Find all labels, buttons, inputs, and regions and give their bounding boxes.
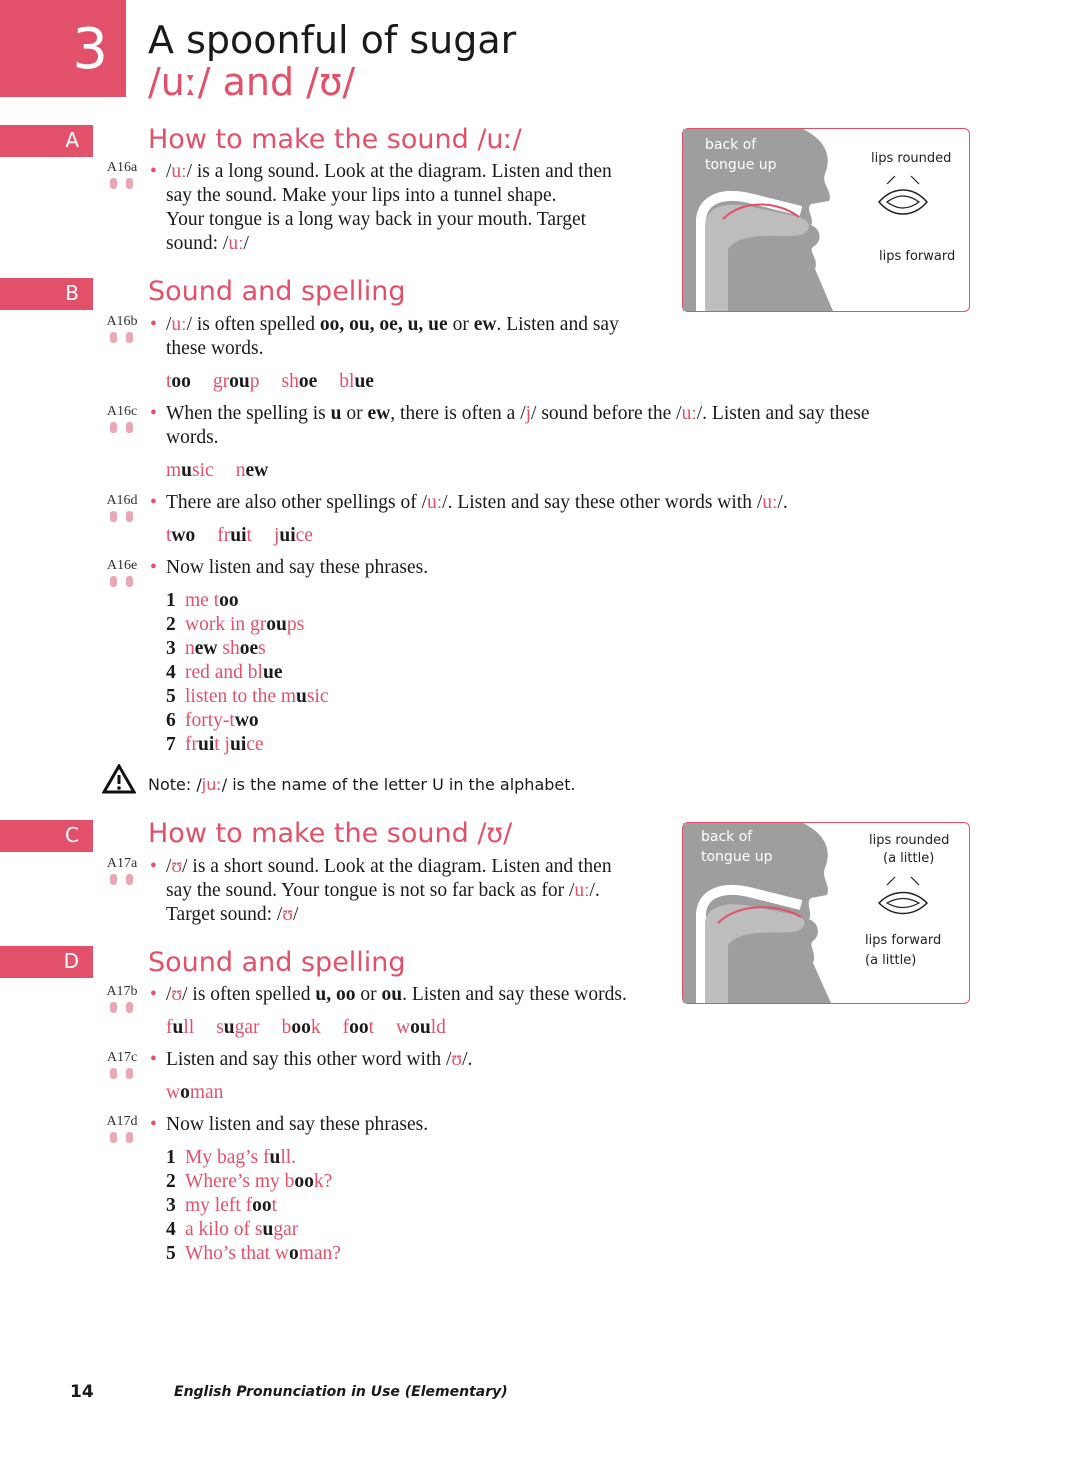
- label-tongue-up: tongue up: [701, 849, 773, 865]
- audio-track-badge[interactable]: A17b: [104, 984, 140, 1014]
- word-examples-a17c: woman: [166, 1082, 224, 1103]
- label-back-of: back of: [701, 829, 753, 845]
- unit-number: 3: [72, 17, 108, 82]
- section-c-heading: How to make the sound /ʊ/: [148, 818, 513, 849]
- spelling-text-a16d: • There are also other spellings of /uː/. Listen and say these other words with /uː/.: [150, 492, 788, 513]
- spelling-text-a17b: • /ʊ/ is often spelled u, oo or ou. Listen and say these words.: [150, 984, 627, 1005]
- label-a-little: (a little): [883, 851, 935, 866]
- unit-number-tab: [0, 0, 126, 97]
- rounded-lips-icon: [873, 875, 933, 925]
- section-a-text: • /uː/ is a long sound. Look at the diagram. Listen and then say the sound. Make your lips into a tunnel shape. Your tongue is a long way back in your mouth. Target sound: /uː/: [150, 161, 612, 254]
- phrase-list-uu: 1 me too 2 work in groups 3 new shoes 4 red and blue 5 listen to the music 6 forty-two 7 fruit juice: [166, 590, 329, 755]
- audio-track-badge[interactable]: A17a: [104, 856, 140, 886]
- section-tab-d: D: [0, 946, 93, 978]
- audio-track-badge[interactable]: A17c: [104, 1050, 140, 1080]
- unit-subtitle: /uː/ and /ʊ/: [148, 60, 356, 104]
- audio-track-badge[interactable]: A17d: [104, 1114, 140, 1144]
- audio-track-badge[interactable]: A16d: [104, 493, 140, 523]
- label-lips-rounded: lips rounded: [869, 833, 950, 848]
- section-a-heading: How to make the sound /uː/: [148, 124, 522, 155]
- note-text: Note: /juː/ is the name of the letter U in the alphabet.: [148, 775, 576, 794]
- word-examples-a16d: two fruit juice: [166, 525, 313, 546]
- word-examples-a17b: full sugar book foot would: [166, 1017, 446, 1038]
- book-title-footer: English Pronunciation in Use (Elementary): [174, 1384, 508, 1400]
- section-tab-a: A: [0, 125, 93, 157]
- audio-track-badge[interactable]: A16b: [104, 314, 140, 344]
- audio-track-badge[interactable]: A16a: [104, 160, 140, 190]
- rounded-lips-icon: [873, 174, 933, 224]
- section-d-heading: Sound and spelling: [148, 947, 406, 978]
- label-back-of: back of: [705, 137, 757, 153]
- phrases-intro-a16e: • Now listen and say these phrases.: [150, 557, 429, 578]
- unit-title: A spoonful of sugar: [148, 18, 517, 62]
- word-examples-a16c: music new: [166, 460, 269, 481]
- spelling-text-a16c: • When the spelling is u or ew, there is often a /j/ sound before the /uː/. Listen and say these words.: [150, 403, 870, 448]
- mouth-diagram-uu: [682, 128, 970, 312]
- label-lips-forward: lips forward: [879, 249, 956, 264]
- spelling-text-a17c: • Listen and say this other word with /ʊ/.: [150, 1049, 473, 1070]
- mouth-diagram-u: [682, 822, 970, 1004]
- page-number: 14: [70, 1382, 94, 1402]
- spelling-text-a16b: • /uː/ is often spelled oo, ou, oe, u, ue or ew. Listen and say these words.: [150, 314, 619, 359]
- section-tab-b: B: [0, 278, 93, 310]
- phrase-list-u: 1 My bag’s full. 2 Where’s my book? 3 my left foot 4 a kilo of sugar 5 Who’s that woman?: [166, 1147, 341, 1264]
- audio-track-badge[interactable]: A16e: [104, 558, 140, 588]
- section-b-heading: Sound and spelling: [148, 276, 406, 307]
- label-a-little: (a little): [865, 953, 917, 968]
- label-lips-forward: lips forward: [865, 933, 942, 948]
- audio-track-badge[interactable]: A16c: [104, 404, 140, 434]
- word-examples-a16b: too group shoe blue: [166, 371, 374, 392]
- label-tongue-up: tongue up: [705, 157, 777, 173]
- section-c-text: • /ʊ/ is a short sound. Look at the diagram. Listen and then say the sound. Your tongue is not so far back as for /uː/. Target sound: /ʊ/: [150, 856, 612, 925]
- warning-triangle-icon: [102, 764, 136, 794]
- phrases-intro-a17d: • Now listen and say these phrases.: [150, 1114, 429, 1135]
- label-lips-rounded: lips rounded: [871, 151, 952, 166]
- section-tab-c: C: [0, 820, 93, 852]
